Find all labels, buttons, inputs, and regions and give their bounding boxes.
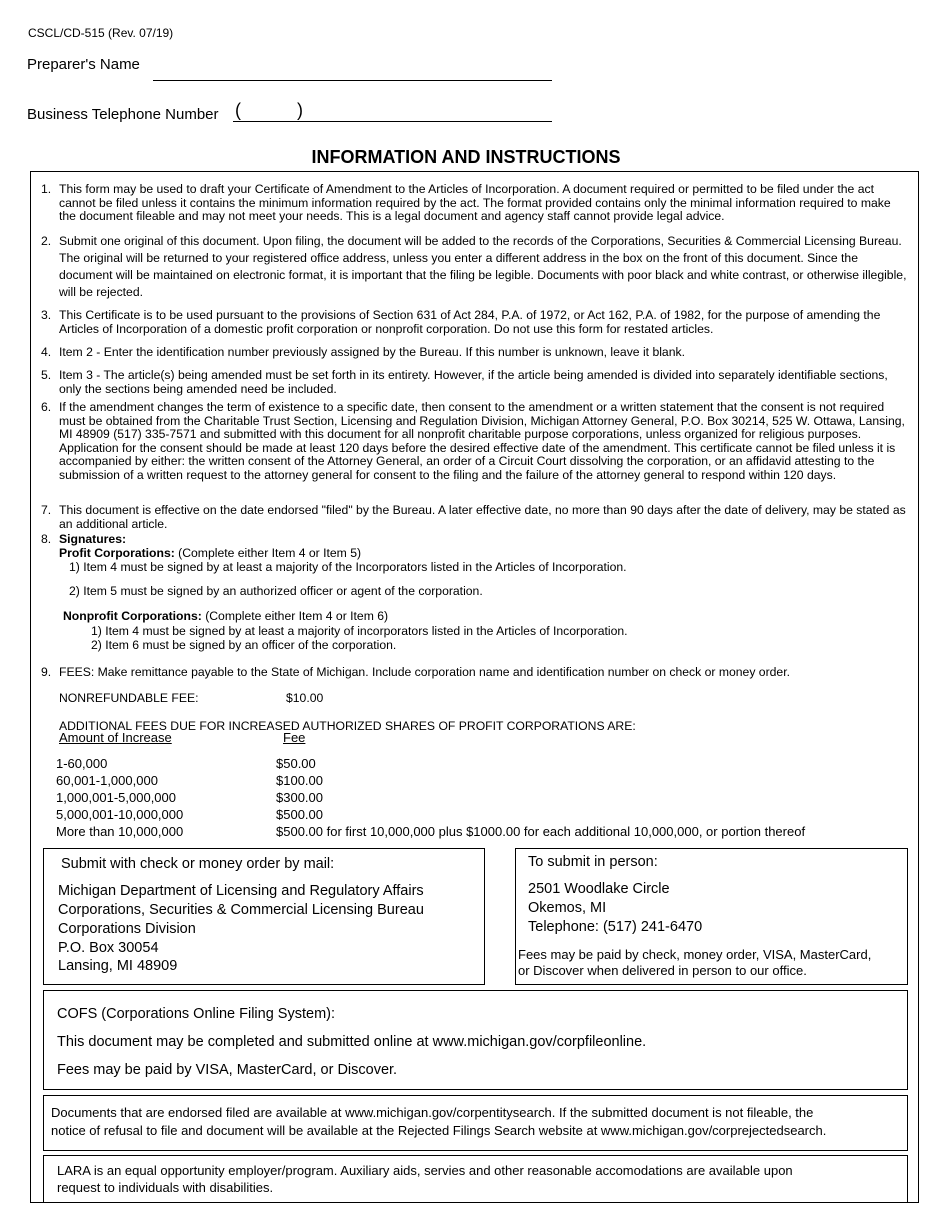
- profit-corporations-note: (Complete either Item 4 or Item 5): [178, 546, 362, 560]
- cofs-heading: COFS (Corporations Online Filing System):: [57, 1006, 335, 1022]
- fee-row-fee: $500.00 for first 10,000,000 plus $1000.00 for each additional 10,000,000, or portion thereof: [276, 824, 806, 839]
- item-text: This document is effective on the date endorsed "filed" by the Bureau. A later effective date, no more than 90 days after the date of delivery, may be stated as an additional article.: [59, 503, 906, 531]
- item-number: 4.: [41, 345, 52, 359]
- fee-row-fee: $100.00: [276, 773, 323, 788]
- item-number: 5.: [41, 368, 52, 382]
- nonprofit-corporations-heading: Nonprofit Corporations:: [63, 609, 202, 623]
- in-person-address-line: Okemos, MI: [528, 900, 607, 916]
- in-person-address-line: 2501 Woodlake Circle: [528, 881, 670, 897]
- page-title: INFORMATION AND INSTRUCTIONS: [311, 147, 621, 167]
- nonprofit-rule-2: 2) Item 6 must be signed by an officer of the corporation.: [91, 638, 397, 652]
- fee-row-fee: $50.00: [276, 756, 316, 771]
- phone-close-paren: ): [297, 100, 303, 120]
- documents-availability-line: notice of refusal to file and document will be available at the Rejected Filings Search website at www.michigan.gov/corprejectedsearch.: [51, 1123, 827, 1138]
- fee-row-amount: 1-60,000: [56, 756, 108, 771]
- item-number: 7.: [41, 503, 52, 517]
- mail-address-line: Lansing, MI 48909: [58, 958, 178, 974]
- mail-address-line: Corporations, Securities & Commercial Licensing Bureau: [58, 902, 424, 918]
- profit-rule-1: 1) Item 4 must be signed by at least a majority of the Incorporators listed in the Articles of Incorporation.: [69, 560, 627, 574]
- fee-row-fee: $500.00: [276, 807, 323, 822]
- mail-box-heading: Submit with check or money order by mail:: [61, 856, 335, 872]
- in-person-fee-note: Fees may be paid by check, money order, VISA, MasterCard,: [518, 947, 872, 962]
- phone-open-paren: (: [235, 100, 241, 120]
- item-8-number: 8.: [41, 532, 52, 546]
- item-number: 6.: [41, 400, 52, 414]
- form-id: CSCL/CD-515 (Rev. 07/19): [28, 26, 174, 40]
- item-text: Submit one original of this document. Upon filing, the document will be added to the records of the Corporations, Securities & Commercial Licensing Bureau. The original will be returned to your registered office address, unless you enter a different address in the box on the front of this document. Since the document will be maintained on electronic format, it is important that the filing be legible. Documents with poor black and white contrast, or otherwise illegible, will be rejected.: [59, 234, 907, 299]
- fee-row-amount: 5,000,001-10,000,000: [56, 807, 184, 822]
- fees-instruction: FEES: Make remittance payable to the State of Michigan. Include corporation name and identification number on check or money order.: [59, 665, 790, 679]
- cofs-fee-line: Fees may be paid by VISA, MasterCard, or Discover.: [57, 1062, 398, 1078]
- fee-table-header-fee: Fee: [283, 730, 306, 745]
- fee-row-amount: 1,000,001-5,000,000: [56, 790, 176, 805]
- mail-address-line: P.O. Box 30054: [58, 940, 159, 956]
- item-text: If the amendment changes the term of existence to a specific date, then consent to the amendment or a written statement that the consent is not required must be obtained from the Charitable Trust Section, Licensing and Regulation Division, Michigan Attorney General, P.O. Box 30214, 525 W. Ottawa, Lansing, MI 48909 (517) 335-7571 and submitted with this document for all nonprofit charitable purpose corporations, unless organized for religious purposes. Application for the consent should be made at least 120 days before the desired effective date of the amendment. This certificate cannot be filed unless it is accompanied by either: the written consent of the Attorney General, an order of a Circuit Court dissolving the corporation, or an affidavid attesting to the submission of a written request to the attorney general for consent to the filing and the failure of the attorney general to respond within 120 days.: [59, 400, 905, 482]
- mail-address-line: Corporations Division: [58, 921, 196, 937]
- nonprofit-corporations-note: (Complete either Item 4 or Item 6): [205, 609, 389, 623]
- nonprofit-rule-1: 1) Item 4 must be signed by at least a majority of incorporators listed in the Articles of Incorporation.: [91, 624, 628, 638]
- mail-address-line: Michigan Department of Licensing and Regulatory Affairs: [58, 883, 424, 899]
- documents-availability-line: Documents that are endorsed filed are available at www.michigan.gov/corpentitysearch. If the submitted document is not fileable, the: [51, 1105, 814, 1120]
- profit-corporations-line: [59, 546, 361, 560]
- lara-notice-line: request to individuals with disabilities.: [57, 1180, 274, 1195]
- fee-row-amount: 60,001-1,000,000: [56, 773, 158, 788]
- fee-table-header-amount: Amount of Increase: [59, 730, 172, 745]
- business-phone-field[interactable]: [233, 121, 552, 122]
- preparer-name-label: Preparer's Name: [27, 56, 140, 73]
- in-person-phone: Telephone: (517) 241-6470: [528, 919, 703, 935]
- signatures-heading: Signatures:: [59, 532, 127, 546]
- item-number: 3.: [41, 308, 52, 322]
- item-text: This form may be used to draft your Certificate of Amendment to the Articles of Incorporation. A document required or permitted to be filed under the act cannot be filed unless it contains the minimum information required by the act. The format provided contains only the minimal information required to make the document fileable and may not meet your needs. This is a legal document and agency staff cannot provide legal advice.: [59, 182, 891, 224]
- in-person-fee-note: or Discover when delivered in person to our office.: [518, 963, 807, 978]
- nonrefundable-fee-label: NONREFUNDABLE FEE:: [59, 691, 199, 705]
- lara-notice-line: LARA is an equal opportunity employer/program. Auxiliary aids, servies and other reasonable accomodations are available upon: [57, 1163, 793, 1178]
- item-text: This Certificate is to be used pursuant to the provisions of Section 631 of Act 284, P.A. of 1972, or Act 162, P.A. of 1982, for the purpose of amending the Articles of Incorporation of a domestic profit corporation or nonprofit corporation. Do not use this form for restated articles.: [59, 308, 881, 336]
- additional-fees-heading: ADDITIONAL FEES DUE FOR INCREASED AUTHORIZED SHARES OF PROFIT CORPORATIONS ARE:: [59, 719, 636, 733]
- cofs-online-line: This document may be completed and submitted online at www.michigan.gov/corpfileonline.: [57, 1034, 647, 1050]
- item-text: Item 3 - The article(s) being amended must be set forth in its entirety. However, if the article being amended is divided into separately identifiable sections, only the sections being amended need be included.: [59, 368, 888, 396]
- nonprofit-corporations-line: [63, 609, 388, 623]
- item-9-number: 9.: [41, 665, 52, 679]
- in-person-heading: To submit in person:: [528, 854, 658, 870]
- preparer-name-field[interactable]: [153, 80, 552, 81]
- nonrefundable-fee-value: $10.00: [286, 691, 324, 705]
- profit-rule-2: 2) Item 5 must be signed by an authorized officer or agent of the corporation.: [69, 584, 483, 598]
- item-text: Item 2 - Enter the identification number previously assigned by the Bureau. If this number is unknown, leave it blank.: [59, 345, 685, 359]
- fee-row-fee: $300.00: [276, 790, 323, 805]
- item-number: 1.: [41, 182, 52, 196]
- business-phone-label: Business Telephone Number: [27, 106, 219, 123]
- fee-row-amount: More than 10,000,000: [56, 824, 184, 839]
- profit-corporations-heading: Profit Corporations:: [59, 546, 175, 560]
- item-number: 2.: [41, 234, 52, 248]
